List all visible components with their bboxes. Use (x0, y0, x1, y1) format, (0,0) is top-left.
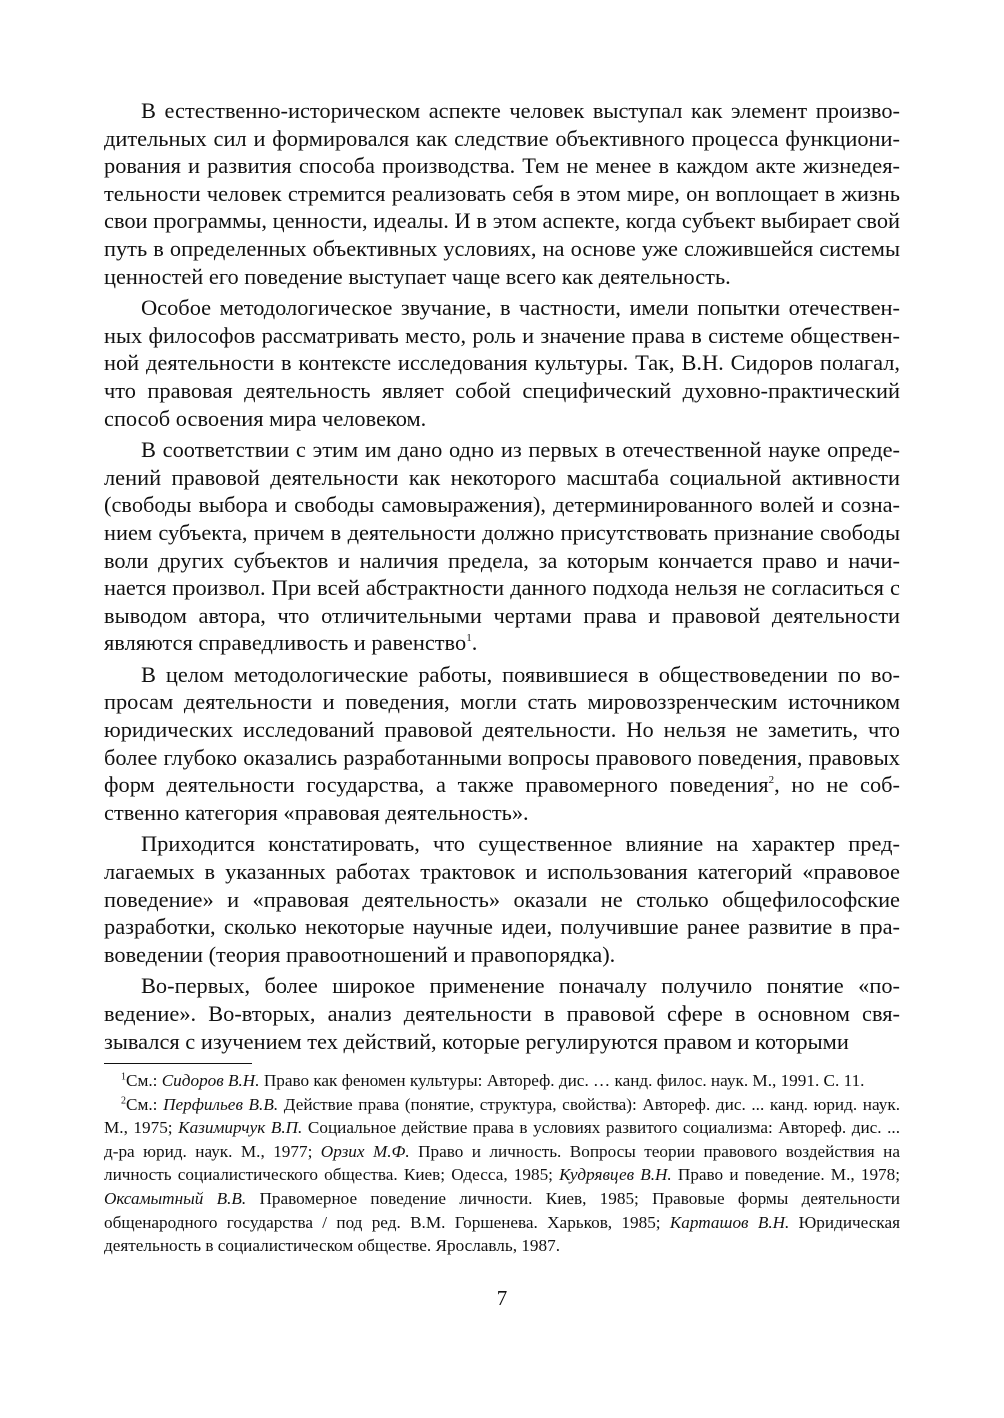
footnote-2-prefix: См.: (126, 1094, 164, 1114)
footnote-2-author-6: Карташов В.Н. (669, 1212, 790, 1232)
footnotes (104, 1069, 900, 1258)
paragraph-4 (104, 661, 900, 827)
footnote-1-marker: 1 (121, 1071, 126, 1083)
paragraph-1-text: В естественно-историческом аспекте человек выступал как элемент производительных сил и формировался как следствие объективного процесса функционирования и развития способа производства. Тем не менее в каждом акте жизнедеятельности человек стремится реализовать себя в этом мире, он воплощает в жизнь свои программы, ценности, идеалы. И в этом аспекте, когда субъект выбирает свой путь в определенных объективных условиях, на основе уже сложившейся системы ценностей его поведение выступает чаще всего как деятельность. (104, 98, 900, 289)
paragraph-2 (104, 294, 900, 432)
footnote-ref-2[interactable]: 2 (768, 773, 775, 786)
footnote-2-author-5: Оксамытный В.В. (104, 1188, 247, 1208)
main-text (104, 97, 900, 1059)
paragraph-3 (104, 436, 900, 657)
paragraph-6-text: Во-первых, более широкое применение поначалу получило понятие «поведение». Во-вторых, анализ деятельности в правовой сфере в основном связывался с изучением тех действий, которые регулируются правом и которыми (104, 973, 900, 1054)
footnote-2-author-1: Перфильев В.В. (163, 1094, 279, 1114)
paragraph-5 (104, 830, 900, 968)
paragraph-3-text: В соответствии с этим им дано одно из первых в отечественной науке определений правовой деятельности как некоторого масштаба социальной активности (свободы выбора и свободы самовыражения), детерминированного волей и сознанием субъекта, причем в деятельности должно присутствовать признание свободы воли других субъектов и наличия предела, за которым кончается право и начинается произвол. При всей абстрактности данного подхода нельзя не согласиться с выводом автора, что отличительными чертами права и правовой деятельности являются справедливость и равенство (104, 437, 900, 656)
footnote-2-author-4: Кудрявцев В.Н. (559, 1165, 672, 1185)
paragraph-4-text: В целом методологические работы, появившиеся в обществоведении по вопросам деятельности и поведения, могли стать мировоззренческим источником юридических исследований правовой деятельности. Но нельзя не заметить, что более глубоко оказались разработанными вопросы правового поведения, правовых форм деятельности государства, а также правомерного поведения (104, 661, 900, 798)
footnote-1-prefix: См.: (126, 1071, 162, 1090)
paragraph-2-text: Особое методологическое звучание, в частности, имели попытки отечественных философов рассматривать место, роль и значение права в системе общественной деятельности в контексте исследования культуры. Так, В.Н. Сидоров полагал, что правовая деятельность являет собой специфический духовно-практический способ освоения мира человеком. (104, 295, 900, 431)
paragraph-5-text: Приходится констатировать, что существенное влияние на характер предлагаемых в указанных работах трактовок и использования категорий «правовое поведение» и «правовая деятельность» оказали не столько общефилософские разработки, сколько некоторые научные идеи, получившие ранее развитие в правоведении (теория правоотношений и правопорядка). (104, 831, 900, 967)
footnote-2 (104, 1093, 900, 1258)
footnote-1 (104, 1069, 900, 1093)
footnote-2-text-3: Право и личность. Вопросы теории правового воздействия на личность социалистического общества. Киев; Одесса, 1985; (104, 1141, 900, 1185)
paragraph-3-end: . (471, 630, 478, 656)
footnote-2-author-2: Казимирчук В.П. (178, 1118, 303, 1138)
footnote-1-author: Сидоров В.Н. (161, 1071, 260, 1090)
footnote-1-text: Право как феномен культуры: Автореф. дис. … канд. филос. наук. М., 1991. С. 11. (259, 1071, 865, 1090)
paragraph-1 (104, 97, 900, 290)
footnote-2-text-5: Правомерное поведение личности. Киев, 1985; Правовые формы деятельности общенародного государства / под ред. В.М. Горшенева. Харьков, 1985; (104, 1188, 900, 1232)
footnote-ref-1[interactable]: 1 (466, 631, 472, 644)
footnote-2-text-1: Действие права (понятие, структура, свойства): Автореф. дис. ... канд. юрид. наук. М., 1975; (104, 1094, 901, 1138)
footnote-2-text-4: Право и поведение. М., 1978; (671, 1165, 901, 1185)
page-number: 7 (496, 1286, 508, 1310)
footnote-2-marker: 2 (121, 1094, 126, 1106)
footnote-2-text-2: Социальное действие права в условиях развитого социализма: Автореф. дис. ... д-ра юрид. наук. М., 1977; (104, 1118, 901, 1161)
footnote-2-author-3: Орзих М.Ф. (320, 1141, 410, 1161)
footnote-2-text-6: Юридическая деятельность в социалистическом обществе. Ярославль, 1987. (104, 1212, 900, 1256)
footnote-divider (104, 1063, 252, 1064)
paragraph-6 (104, 972, 900, 1055)
paragraph-4-end: , но не собственно категория «правовая деятельность». (104, 772, 900, 825)
